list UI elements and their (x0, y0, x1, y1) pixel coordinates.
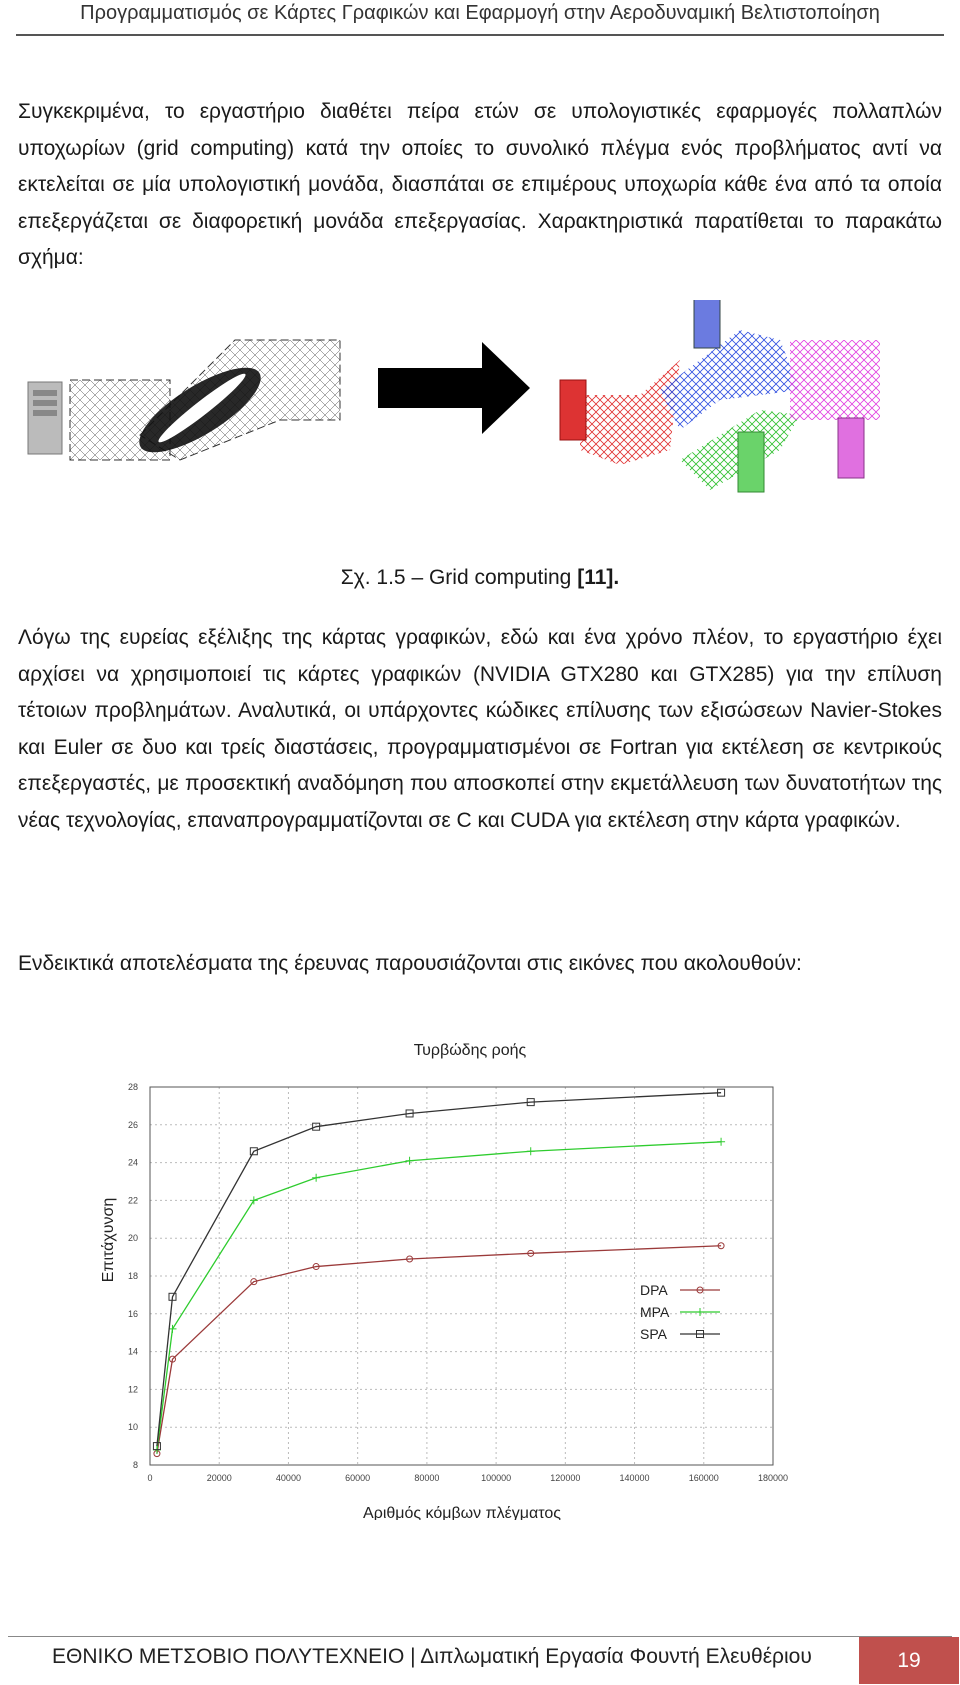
running-header: Προγραμματισμός σε Κάρτες Γραφικών και Εφαρμογή στην Αεροδυναμική Βελτιστοποίηση (80, 2, 880, 24)
full-mesh-domain (70, 340, 340, 467)
x-tick-label: 20000 (206, 1473, 232, 1483)
y-tick-label: 10 (127, 1422, 138, 1433)
series-line-dpa (157, 1246, 721, 1454)
paragraph-grid-computing: Συγκεκριμένα, το εργαστήριο διαθέτει πείρα ετών σε υπολογιστικές εφαρμογές πολλαπλών υποχωρίων (grid computing) κατά την οποίες το συνολικό πλέγμα ενός προβλήματος αντί να εκτελείται σε μία υπολογιστική μονάδα, διασπάται σε επιμέρους υποχωρία κάθε ένα από τα οποία επεξεργάζεται σε διαφορετική μονάδα επεξεργασίας. Χαρακτηριστικά παρατίθεται το παρακάτω σχήμα: (18, 100, 942, 269)
x-tick-label: 0 (147, 1473, 153, 1483)
split-mesh-domains (580, 330, 880, 490)
data-point (312, 1174, 320, 1182)
figure-caption (0, 566, 960, 590)
legend-label-spa: SPA (640, 1326, 667, 1342)
data-point (696, 1308, 704, 1316)
paragraph-gpu-usage: Λόγω της ευρείας εξέλιξης της κάρτας γραφικών, εδώ και ένα χρόνο πλέον, το εργαστήριο έχει αρχίσει να χρησιμοποιεί τις κάρτες γραφικών (NVIDIA GTX280 και GTX285) για την επίλυση τέτοιων προβλημάτων. Αναλυτικά, οι υπάρχοντες κώδικες επίλυσης των εξισώσεων Navier-Stokes και Euler σε δυο και τρείς διαστάσεις, προγραμματισμένοι σε Fortran για εκτέλεση σε κεντρικούς επεξεργαστές, με προσεκτική αναδόμηση που αποσκοπεί στην εκμετάλλευση των δυνατοτήτων της νέας τεχνολογίας, επαναπρογραμματίζονται σε C και CUDA για εκτέλεση στην κάρτα γραφικών. (18, 626, 942, 832)
grid-computing-figure (20, 300, 940, 540)
y-tick-label: 18 (127, 1271, 138, 1281)
chart-title: Τυρβώδης ροής (413, 1042, 527, 1059)
y-tick-label: 16 (127, 1308, 138, 1319)
y-tick-label: 12 (127, 1384, 138, 1395)
server-icon (28, 382, 62, 454)
y-tick-label: 28 (127, 1082, 138, 1092)
y-tick-label: 14 (127, 1346, 138, 1357)
y-tick-label: 20 (127, 1233, 138, 1244)
data-point (250, 1196, 258, 1204)
x-tick-label: 140000 (619, 1473, 650, 1483)
x-tick-label: 40000 (275, 1473, 301, 1483)
chart-ylabel: Επιτάχυνση (100, 1197, 117, 1283)
speedup-chart (80, 1040, 870, 1520)
caption-text: Σχ. 1.5 – Grid computing (340, 566, 578, 589)
y-tick-label: 24 (127, 1157, 138, 1168)
data-point (406, 1157, 414, 1165)
series-line-mpa (157, 1142, 721, 1450)
chart-xlabel: Αριθμός κόμβων πλέγματος (363, 1505, 561, 1520)
x-tick-label: 160000 (688, 1473, 719, 1483)
page-number: 19 (859, 1637, 959, 1684)
header-divider (16, 34, 944, 36)
footer-text: ΕΘΝΙΚΟ ΜΕΤΣΟΒΙΟ ΠΟΛΥΤΕΧΝΕΙΟ | Διπλωματική Εργασία Φουντή Ελευθέριου (52, 1645, 812, 1668)
y-tick-label: 26 (127, 1119, 138, 1130)
arrow-icon (378, 342, 530, 434)
x-tick-label: 80000 (414, 1473, 440, 1483)
y-tick-label: 22 (127, 1195, 138, 1206)
y-tick-label: 8 (132, 1460, 138, 1470)
data-point (717, 1138, 725, 1146)
x-tick-label: 180000 (757, 1473, 789, 1483)
x-tick-label: 60000 (345, 1473, 371, 1483)
footer-divider (8, 1636, 952, 1637)
x-tick-label: 100000 (481, 1473, 512, 1483)
caption-reference: [11]. (577, 566, 620, 589)
data-point (527, 1147, 535, 1155)
x-tick-label: 120000 (550, 1473, 581, 1483)
legend-label-dpa: DPA (640, 1282, 668, 1298)
paragraph-results-intro: Ενδεικτικά αποτελέσματα της έρευνας παρουσιάζονται στις εικόνες που ακολουθούν: (18, 952, 802, 975)
legend-label-mpa: MPA (640, 1304, 670, 1320)
